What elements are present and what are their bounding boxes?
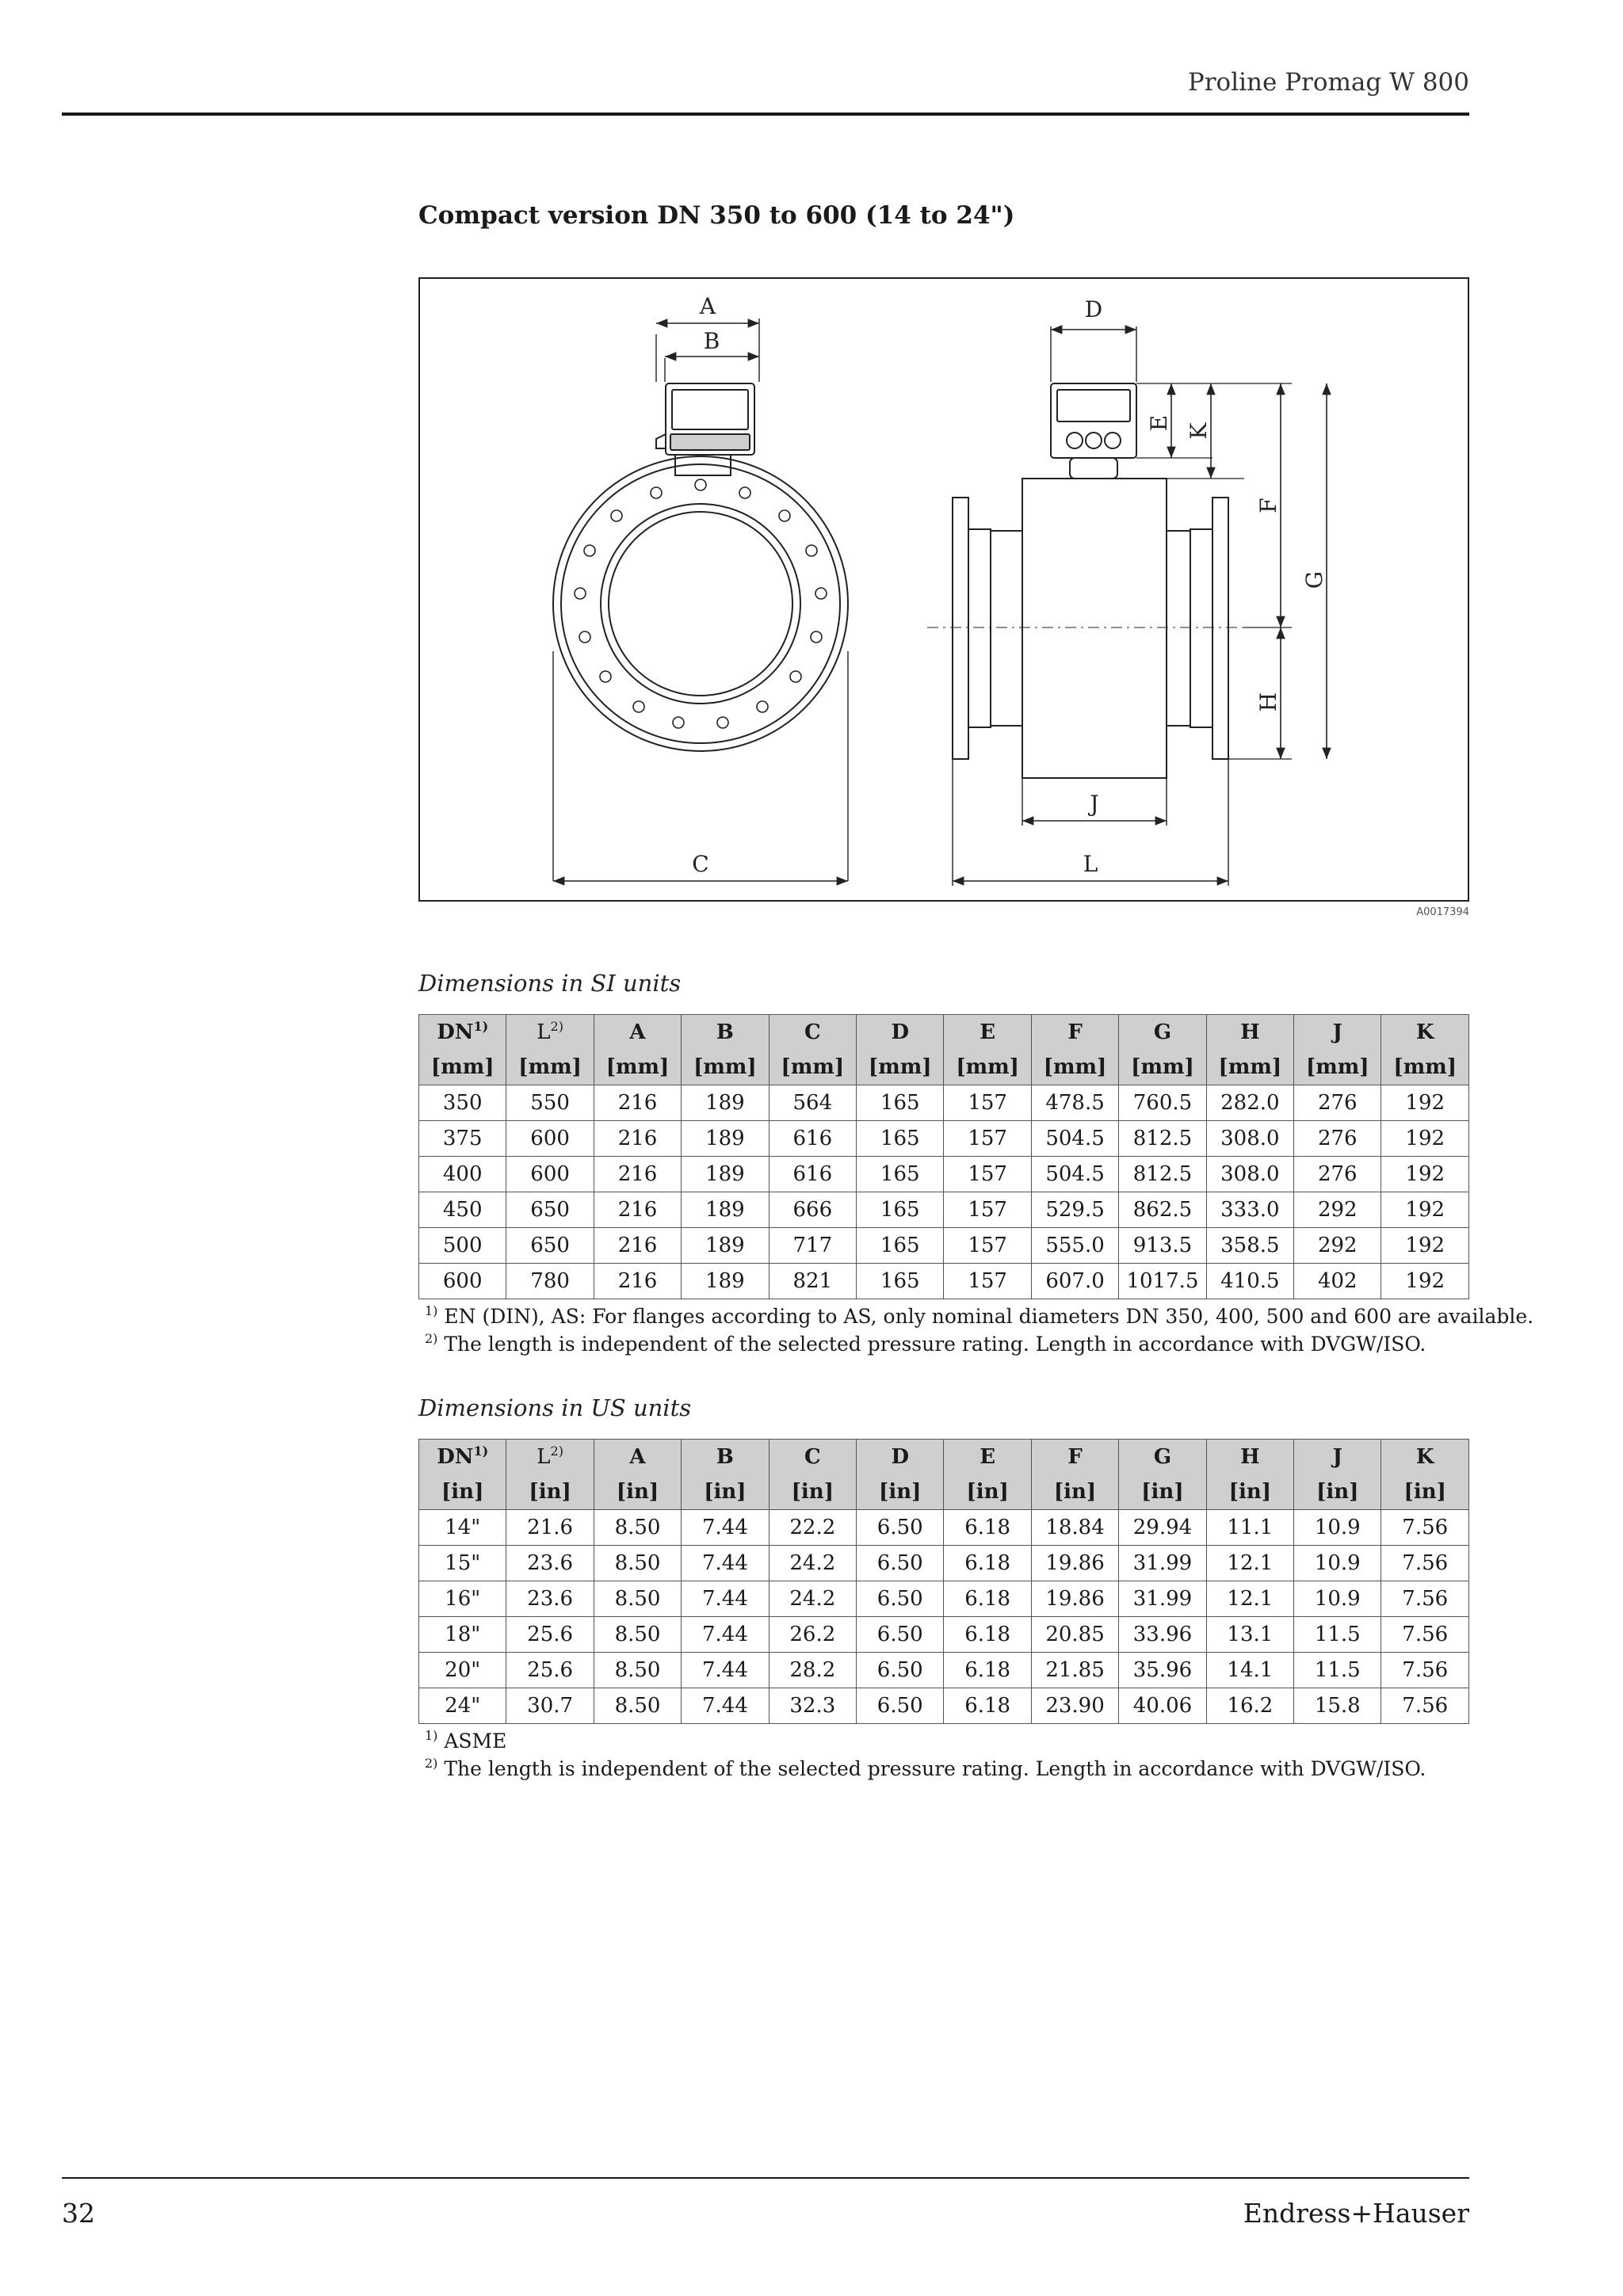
table-cell: 375 xyxy=(419,1121,506,1157)
table-cell: 550 xyxy=(506,1085,594,1121)
table-cell: 19.86 xyxy=(1031,1581,1118,1617)
table-cell: 165 xyxy=(857,1192,944,1228)
si-table-body xyxy=(419,1085,1469,1299)
table-cell: 157 xyxy=(944,1121,1031,1157)
column-unit: [in] xyxy=(857,1474,944,1510)
table-cell: 32.3 xyxy=(769,1688,856,1724)
footnote-mark: 1) xyxy=(473,1444,489,1459)
table-cell: 8.50 xyxy=(594,1653,681,1688)
table-cell: 23.90 xyxy=(1031,1688,1118,1724)
table-cell: 157 xyxy=(944,1085,1031,1121)
table-cell: 1017.5 xyxy=(1119,1264,1206,1299)
column-label: J xyxy=(1332,1020,1342,1044)
table-cell: 450 xyxy=(419,1192,506,1228)
label-f: F xyxy=(1255,498,1281,513)
table-cell: 192 xyxy=(1381,1121,1469,1157)
footnote-mark: 2) xyxy=(550,1019,563,1034)
column-header xyxy=(682,1015,769,1051)
column-header xyxy=(1119,1015,1206,1051)
footnote xyxy=(425,1727,1426,1755)
table-cell: 165 xyxy=(857,1157,944,1192)
table-cell: 20.85 xyxy=(1031,1617,1118,1653)
label-k: K xyxy=(1186,422,1212,440)
table-cell: 192 xyxy=(1381,1228,1469,1264)
table-cell: 276 xyxy=(1294,1121,1381,1157)
footnote-mark: 2) xyxy=(425,1331,438,1346)
column-header xyxy=(506,1015,594,1051)
column-label: A xyxy=(629,1445,646,1469)
table-cell: 6.18 xyxy=(944,1617,1031,1653)
table-cell: 24" xyxy=(419,1688,506,1724)
table-cell: 600 xyxy=(506,1121,594,1157)
table-cell: 308.0 xyxy=(1206,1157,1293,1192)
column-header xyxy=(857,1015,944,1051)
table-cell: 16.2 xyxy=(1206,1688,1293,1724)
column-label: C xyxy=(804,1445,821,1469)
label-j: J xyxy=(1090,791,1099,817)
table-cell: 564 xyxy=(769,1085,856,1121)
table-cell: 165 xyxy=(857,1121,944,1157)
column-unit: [in] xyxy=(419,1474,506,1510)
si-dimensions-table xyxy=(418,1014,1469,1299)
footnote-mark: 1) xyxy=(425,1728,438,1743)
bolt-holes xyxy=(575,479,827,728)
table-cell: 20" xyxy=(419,1653,506,1688)
table-cell: 276 xyxy=(1294,1157,1381,1192)
table-cell: 616 xyxy=(769,1121,856,1157)
table-cell: 821 xyxy=(769,1264,856,1299)
table-cell: 14" xyxy=(419,1510,506,1546)
column-header xyxy=(1206,1015,1293,1051)
table-cell: 189 xyxy=(682,1085,769,1121)
column-unit: [mm] xyxy=(857,1050,944,1085)
footnote xyxy=(425,1330,1533,1358)
column-unit: [in] xyxy=(1206,1474,1293,1510)
table-cell: 862.5 xyxy=(1119,1192,1206,1228)
table-cell: 18.84 xyxy=(1031,1510,1118,1546)
table-cell: 7.56 xyxy=(1381,1617,1469,1653)
column-header xyxy=(944,1440,1031,1475)
column-label: J xyxy=(1332,1445,1342,1469)
label-h: H xyxy=(1255,692,1281,712)
column-label: E xyxy=(980,1020,996,1044)
column-label: D xyxy=(891,1445,909,1469)
column-unit: [in] xyxy=(944,1474,1031,1510)
table-cell: 276 xyxy=(1294,1085,1381,1121)
table-cell: 6.18 xyxy=(944,1653,1031,1688)
table-cell: 7.44 xyxy=(682,1653,769,1688)
front-view xyxy=(553,293,848,881)
column-unit: [mm] xyxy=(1119,1050,1206,1085)
table-cell: 25.6 xyxy=(506,1653,594,1688)
footnote-mark: 2) xyxy=(425,1756,438,1771)
column-label: H xyxy=(1240,1020,1260,1044)
column-unit: [mm] xyxy=(1031,1050,1118,1085)
us-footnotes xyxy=(425,1727,1426,1783)
table-cell: 308.0 xyxy=(1206,1121,1293,1157)
column-unit: [in] xyxy=(1031,1474,1118,1510)
table-cell: 7.56 xyxy=(1381,1653,1469,1688)
table-cell: 7.56 xyxy=(1381,1688,1469,1724)
table-cell: 192 xyxy=(1381,1264,1469,1299)
column-header xyxy=(1381,1440,1469,1475)
table-cell: 165 xyxy=(857,1264,944,1299)
column-header xyxy=(1031,1015,1118,1051)
table-cell: 529.5 xyxy=(1031,1192,1118,1228)
column-unit: [in] xyxy=(594,1474,681,1510)
table-cell: 33.96 xyxy=(1119,1617,1206,1653)
label-c: C xyxy=(692,851,709,877)
column-label: L xyxy=(537,1020,551,1044)
table-cell: 165 xyxy=(857,1085,944,1121)
table-cell: 650 xyxy=(506,1228,594,1264)
table-cell: 333.0 xyxy=(1206,1192,1293,1228)
table-row xyxy=(419,1121,1469,1157)
column-unit: [mm] xyxy=(1206,1050,1293,1085)
table-row xyxy=(419,1653,1469,1688)
table-cell: 7.56 xyxy=(1381,1581,1469,1617)
table-cell: 607.0 xyxy=(1031,1264,1118,1299)
label-e: E xyxy=(1146,414,1172,432)
footnote xyxy=(425,1302,1533,1330)
table-cell: 6.18 xyxy=(944,1688,1031,1724)
table-cell: 216 xyxy=(594,1157,681,1192)
column-header xyxy=(1119,1440,1206,1475)
column-label: E xyxy=(980,1445,996,1469)
table-cell: 760.5 xyxy=(1119,1085,1206,1121)
table-cell: 292 xyxy=(1294,1228,1381,1264)
column-unit: [in] xyxy=(769,1474,856,1510)
column-header xyxy=(1206,1440,1293,1475)
si-header-units xyxy=(419,1050,1469,1085)
column-header xyxy=(419,1440,506,1475)
table-cell: 26.2 xyxy=(769,1617,856,1653)
table-cell: 31.99 xyxy=(1119,1581,1206,1617)
column-label: K xyxy=(1415,1445,1434,1469)
section-title: Compact version DN 350 to 600 (14 to 24") xyxy=(418,201,1015,230)
table-cell: 7.44 xyxy=(682,1546,769,1581)
column-label: H xyxy=(1240,1445,1260,1469)
table-cell: 8.50 xyxy=(594,1617,681,1653)
table-cell: 18" xyxy=(419,1617,506,1653)
table-cell: 7.44 xyxy=(682,1510,769,1546)
column-header xyxy=(594,1440,681,1475)
table-cell: 6.18 xyxy=(944,1510,1031,1546)
table-cell: 10.9 xyxy=(1294,1546,1381,1581)
table-cell: 24.2 xyxy=(769,1546,856,1581)
table-cell: 6.18 xyxy=(944,1581,1031,1617)
table-cell: 157 xyxy=(944,1192,1031,1228)
table-cell: 19.86 xyxy=(1031,1546,1118,1581)
table-cell: 11.5 xyxy=(1294,1653,1381,1688)
column-unit: [mm] xyxy=(682,1050,769,1085)
table-cell: 35.96 xyxy=(1119,1653,1206,1688)
footnote-text: The length is independent of the selected pressure rating. Length in accordance with DVGW/ISO. xyxy=(444,1333,1426,1356)
footnote-mark: 1) xyxy=(473,1019,489,1034)
table-cell: 600 xyxy=(419,1264,506,1299)
table-cell: 30.7 xyxy=(506,1688,594,1724)
column-label: B xyxy=(716,1020,734,1044)
table-cell: 189 xyxy=(682,1192,769,1228)
footnote-text: ASME xyxy=(444,1730,507,1753)
table-cell: 358.5 xyxy=(1206,1228,1293,1264)
si-table-caption: Dimensions in SI units xyxy=(418,970,682,997)
table-cell: 812.5 xyxy=(1119,1121,1206,1157)
table-cell: 189 xyxy=(682,1264,769,1299)
page-number: 32 xyxy=(62,2198,95,2229)
table-cell: 812.5 xyxy=(1119,1157,1206,1192)
table-cell: 500 xyxy=(419,1228,506,1264)
us-table-caption: Dimensions in US units xyxy=(418,1394,692,1421)
table-cell: 25.6 xyxy=(506,1617,594,1653)
table-cell: 216 xyxy=(594,1085,681,1121)
table-cell: 192 xyxy=(1381,1192,1469,1228)
column-header xyxy=(944,1015,1031,1051)
column-header xyxy=(769,1015,856,1051)
table-cell: 555.0 xyxy=(1031,1228,1118,1264)
table-cell: 292 xyxy=(1294,1192,1381,1228)
table-cell: 8.50 xyxy=(594,1510,681,1546)
table-cell: 913.5 xyxy=(1119,1228,1206,1264)
column-label: DN xyxy=(437,1020,474,1044)
footnote-text: The length is independent of the selected pressure rating. Length in accordance with DVGW/ISO. xyxy=(444,1757,1426,1780)
table-cell: 21.85 xyxy=(1031,1653,1118,1688)
table-cell: 28.2 xyxy=(769,1653,856,1688)
table-cell: 7.44 xyxy=(682,1688,769,1724)
si-header-labels xyxy=(419,1015,1469,1051)
table-cell: 402 xyxy=(1294,1264,1381,1299)
table-cell: 350 xyxy=(419,1085,506,1121)
column-label: L xyxy=(537,1445,551,1469)
column-header xyxy=(682,1440,769,1475)
table-row xyxy=(419,1546,1469,1581)
table-cell: 29.94 xyxy=(1119,1510,1206,1546)
table-row xyxy=(419,1617,1469,1653)
table-cell: 14.1 xyxy=(1206,1653,1293,1688)
column-unit: [mm] xyxy=(1381,1050,1469,1085)
table-cell: 6.50 xyxy=(857,1617,944,1653)
table-cell: 12.1 xyxy=(1206,1546,1293,1581)
table-row xyxy=(419,1192,1469,1228)
us-header-units xyxy=(419,1474,1469,1510)
table-cell: 410.5 xyxy=(1206,1264,1293,1299)
column-label: G xyxy=(1153,1445,1172,1469)
footer-rule xyxy=(62,2177,1469,2179)
table-cell: 31.99 xyxy=(1119,1546,1206,1581)
footnote-mark: 2) xyxy=(550,1444,563,1459)
table-cell: 16" xyxy=(419,1581,506,1617)
column-unit: [mm] xyxy=(944,1050,1031,1085)
table-row xyxy=(419,1228,1469,1264)
table-cell: 10.9 xyxy=(1294,1510,1381,1546)
table-cell: 478.5 xyxy=(1031,1085,1118,1121)
column-label: D xyxy=(891,1020,909,1044)
table-cell: 192 xyxy=(1381,1157,1469,1192)
column-header xyxy=(419,1015,506,1051)
table-cell: 6.50 xyxy=(857,1546,944,1581)
column-header xyxy=(594,1015,681,1051)
column-label: G xyxy=(1153,1020,1172,1044)
table-cell: 189 xyxy=(682,1121,769,1157)
table-cell: 15.8 xyxy=(1294,1688,1381,1724)
footnote-mark: 1) xyxy=(425,1303,438,1318)
table-cell: 6.50 xyxy=(857,1688,944,1724)
column-label: DN xyxy=(437,1445,474,1469)
table-cell: 216 xyxy=(594,1264,681,1299)
table-cell: 157 xyxy=(944,1264,1031,1299)
table-cell: 780 xyxy=(506,1264,594,1299)
table-cell: 6.18 xyxy=(944,1546,1031,1581)
column-header xyxy=(1294,1440,1381,1475)
table-cell: 8.50 xyxy=(594,1546,681,1581)
dimension-drawing-svg xyxy=(420,279,1468,900)
column-header xyxy=(1031,1440,1118,1475)
table-cell: 216 xyxy=(594,1121,681,1157)
figure-id: A0017394 xyxy=(1416,906,1469,918)
column-header xyxy=(506,1440,594,1475)
table-cell: 400 xyxy=(419,1157,506,1192)
column-header xyxy=(1294,1015,1381,1051)
table-cell: 616 xyxy=(769,1157,856,1192)
table-cell: 22.2 xyxy=(769,1510,856,1546)
table-row xyxy=(419,1510,1469,1546)
table-row xyxy=(419,1085,1469,1121)
column-label: C xyxy=(804,1020,821,1044)
column-unit: [in] xyxy=(1119,1474,1206,1510)
column-label: F xyxy=(1067,1445,1083,1469)
table-cell: 7.44 xyxy=(682,1581,769,1617)
column-unit: [in] xyxy=(1381,1474,1469,1510)
table-cell: 600 xyxy=(506,1157,594,1192)
table-cell: 165 xyxy=(857,1228,944,1264)
table-cell: 504.5 xyxy=(1031,1157,1118,1192)
table-row xyxy=(419,1264,1469,1299)
footnote xyxy=(425,1755,1426,1783)
column-label: B xyxy=(716,1445,734,1469)
us-dimensions-table xyxy=(418,1439,1469,1724)
table-cell: 666 xyxy=(769,1192,856,1228)
footer-brand: Endress+Hauser xyxy=(1243,2198,1469,2229)
table-row xyxy=(419,1688,1469,1724)
si-footnotes xyxy=(425,1302,1533,1358)
side-view xyxy=(927,296,1327,886)
column-unit: [mm] xyxy=(419,1050,506,1085)
column-label: K xyxy=(1415,1020,1434,1044)
table-cell: 189 xyxy=(682,1157,769,1192)
column-unit: [in] xyxy=(682,1474,769,1510)
table-cell: 157 xyxy=(944,1228,1031,1264)
table-cell: 8.50 xyxy=(594,1688,681,1724)
table-cell: 6.50 xyxy=(857,1653,944,1688)
column-unit: [in] xyxy=(506,1474,594,1510)
table-cell: 192 xyxy=(1381,1085,1469,1121)
column-header xyxy=(857,1440,944,1475)
column-header xyxy=(1381,1015,1469,1051)
header-rule xyxy=(62,113,1469,116)
table-cell: 216 xyxy=(594,1228,681,1264)
column-unit: [mm] xyxy=(1294,1050,1381,1085)
table-cell: 7.56 xyxy=(1381,1510,1469,1546)
table-cell: 11.1 xyxy=(1206,1510,1293,1546)
column-header xyxy=(769,1440,856,1475)
label-g: G xyxy=(1301,570,1327,589)
column-unit: [in] xyxy=(1294,1474,1381,1510)
label-a: A xyxy=(699,293,716,319)
table-cell: 650 xyxy=(506,1192,594,1228)
table-cell: 12.1 xyxy=(1206,1581,1293,1617)
table-cell: 13.1 xyxy=(1206,1617,1293,1653)
table-cell: 504.5 xyxy=(1031,1121,1118,1157)
table-cell: 216 xyxy=(594,1192,681,1228)
label-b: B xyxy=(703,328,720,354)
table-cell: 157 xyxy=(944,1157,1031,1192)
label-l: L xyxy=(1083,851,1098,877)
column-label: F xyxy=(1067,1020,1083,1044)
table-cell: 6.50 xyxy=(857,1581,944,1617)
table-cell: 23.6 xyxy=(506,1546,594,1581)
table-cell: 282.0 xyxy=(1206,1085,1293,1121)
table-cell: 10.9 xyxy=(1294,1581,1381,1617)
footnote-text: EN (DIN), AS: For flanges according to AS, only nominal diameters DN 350, 400, 500 and 600 are available. xyxy=(444,1305,1534,1328)
us-table-body xyxy=(419,1510,1469,1724)
column-unit: [mm] xyxy=(594,1050,681,1085)
table-cell: 15" xyxy=(419,1546,506,1581)
column-unit: [mm] xyxy=(506,1050,594,1085)
table-cell: 23.6 xyxy=(506,1581,594,1617)
table-cell: 189 xyxy=(682,1228,769,1264)
table-row xyxy=(419,1157,1469,1192)
us-header-labels xyxy=(419,1440,1469,1475)
table-cell: 40.06 xyxy=(1119,1688,1206,1724)
table-cell: 717 xyxy=(769,1228,856,1264)
column-unit: [mm] xyxy=(769,1050,856,1085)
label-d: D xyxy=(1084,296,1103,322)
table-cell: 8.50 xyxy=(594,1581,681,1617)
table-cell: 11.5 xyxy=(1294,1617,1381,1653)
table-cell: 7.56 xyxy=(1381,1546,1469,1581)
table-cell: 6.50 xyxy=(857,1510,944,1546)
column-label: A xyxy=(629,1020,646,1044)
table-cell: 7.44 xyxy=(682,1617,769,1653)
table-row xyxy=(419,1581,1469,1617)
table-cell: 21.6 xyxy=(506,1510,594,1546)
dimension-drawing xyxy=(418,277,1469,902)
table-cell: 24.2 xyxy=(769,1581,856,1617)
header-title: Proline Promag W 800 xyxy=(1187,68,1469,97)
